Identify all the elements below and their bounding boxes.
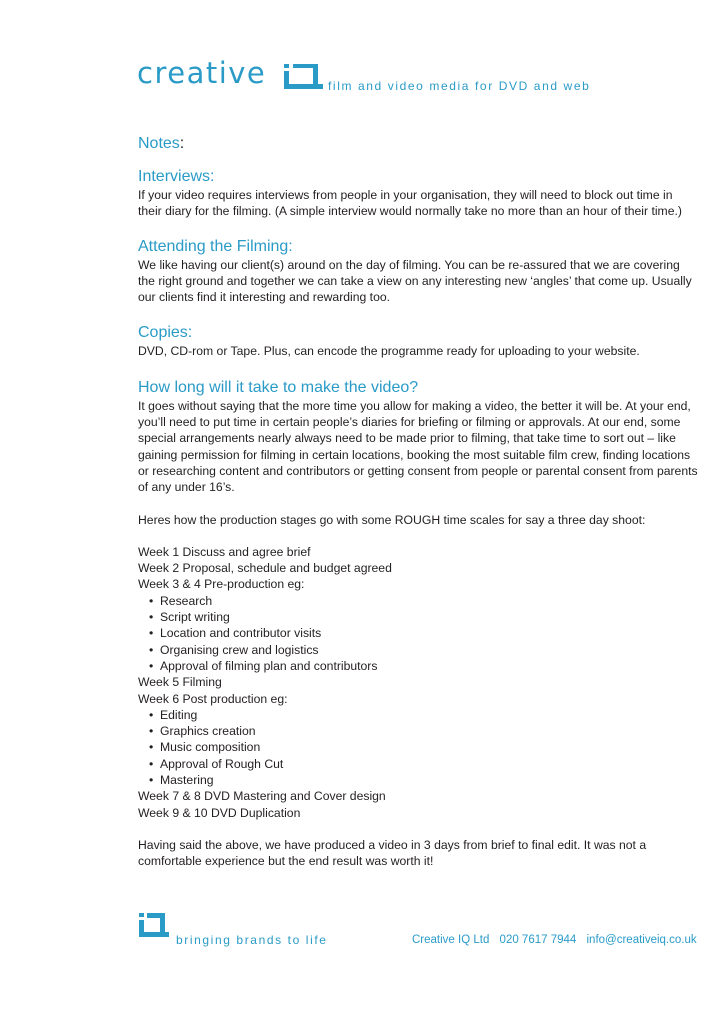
header-tagline: film and video media for DVD and web [328,79,591,93]
footer-contact [412,932,697,948]
copies-text: DVD, CD-rom or Tape. Plus, can encode the programme ready for uploading to your website. [138,344,640,359]
list-item: • Editing [138,707,698,723]
footer-phone: 020 7617 7944 [499,934,577,946]
interviews-heading: Interviews: [138,168,215,185]
footer-email[interactable]: info@creativeiq.co.uk [586,934,697,946]
list-item: • Graphics creation [138,723,698,739]
interviews-text: If your video requires interviews from people in your organisation, they will need to block out time in their diary for the filming. (A simple interview would normally take no more than an hour of their time.) [138,188,682,219]
list-item: • Approval of filming plan and contributors [138,658,698,674]
week-9-10: Week 9 & 10 DVD Duplication [138,805,301,820]
logo-wordmark: creative [137,56,267,90]
list-item: • Organising crew and logistics [138,642,698,658]
logo-iq-icon [283,62,323,90]
closing-text: Having said the above, we have produced a video in 3 days from brief to final edit. It was not a comfortable experience but the end result was worth it! [138,837,647,869]
week-1: Week 1 Discuss and agree brief [138,544,311,559]
list-item: • Mastering [138,772,698,788]
document-body [138,134,698,870]
footer-company: Creative IQ Ltd [412,934,490,946]
howlong-text: It goes without saying that the more time you allow for making a video, the better it will be. At your end, you’ll need to put time in certain people’s diaries for briefing or filming or approvals. At our end, some special arrangements nearly always need to be made prior to filming, that take time to sort out – like gaining permission for filming in certain locations, booking the most suitable film crew, finding locations or researching content and contributors or getting consent from people or parental consent from parents of any under 16’s. [138,398,698,495]
list-item: • Research [138,593,698,609]
notes-heading: Notes: [138,135,185,152]
copies-heading: Copies: [138,324,193,342]
list-item: • Script writing [138,609,698,625]
footer-iq-icon [138,912,170,942]
week-7-8: Week 7 & 8 DVD Mastering and Cover design [138,789,386,804]
footer-tagline: bringing brands to life [176,933,328,947]
list-item: • Location and contributor visits [138,625,698,641]
week-5: Week 5 Filming [138,675,222,690]
week-6: Week 6 Post production eg: [138,691,288,706]
week-3-4: Week 3 & 4 Pre-production eg: [138,577,305,592]
attending-heading: Attending the Filming: [138,237,293,255]
schedule-list [138,544,698,821]
howlong-heading: How long will it take to make the video? [138,378,419,396]
schedule-intro: Heres how the production stages go with some ROUGH time scales for say a three day shoot: [138,512,646,527]
week-2: Week 2 Proposal, schedule and budget agreed [138,561,392,576]
list-item: • Music composition [138,739,698,755]
attending-text: We like having our client(s) around on the day of filming. You can be re-assured that we are covering the right ground and together we can take a view on any interesting new ‘angles’ that come up. Usually our clients find it interesting and rewarding too. [138,257,692,305]
list-item: • Approval of Rough Cut [138,756,698,772]
